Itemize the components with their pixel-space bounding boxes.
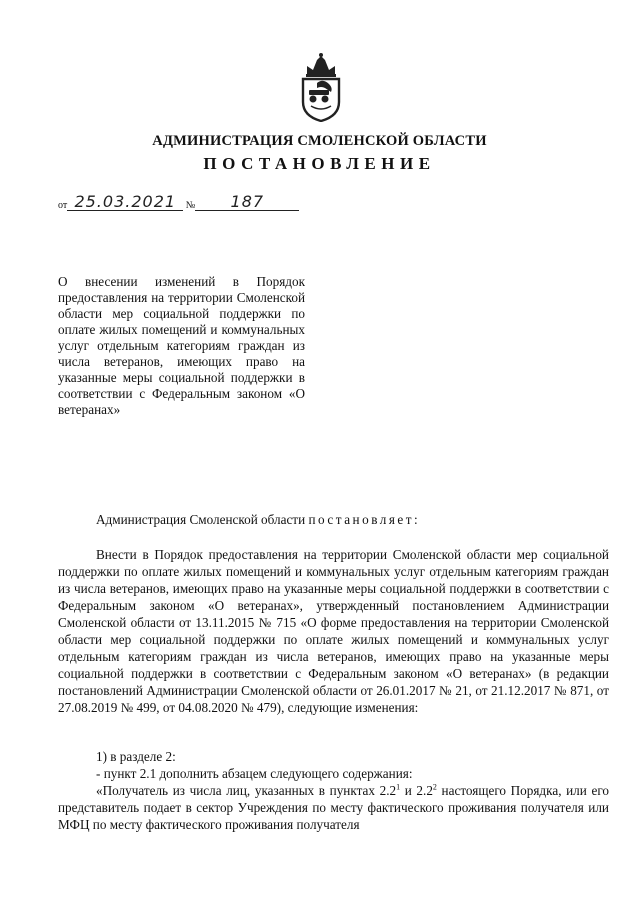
main-paragraph-text: Внести в Порядок предоставления на территории Смоленской области мер социальной поддержки по оплате жилых помещений и коммунальных услуг отдельным категориям граждан из числа ветеранов, имеющих право на указанные меры социальной поддержки в соответствии с Федеральным законом «О ветеранах», утвержденный постановлением Администрации Смоленской области от 13.11.2015 № 715 «О форме предоставления на территории Смоленской области мер социальной поддержки по оплате жилых помещений и коммунальных услуг отдельным категориям граждан из числа ветеранов, имеющих право на указанные меры социальной поддержки в соответствии с Федеральным законом «О ветеранах» (в редакции постановлений Администрации Смоленской области от 26.01.2017 № 21, от 21.12.2017 № 871, от 27.08.2019 № 499, от 04.08.2020 № 479), следующие изменения: — [58, 547, 609, 715]
main-paragraph — [58, 546, 609, 716]
document-type-title: ПОСТАНОВЛЕНИЕ — [203, 154, 436, 173]
quote-text-a: «Получатель из числа лиц, указанных в пунктах 2.2 — [96, 783, 397, 798]
date-number-line — [58, 194, 299, 211]
agency-name: АДМИНИСТРАЦИЯ СМОЛЕНСКОЙ ОБЛАСТИ — [152, 133, 487, 149]
superscript: 1 — [396, 782, 401, 792]
coat-of-arms-icon — [297, 52, 345, 122]
intro-line — [96, 512, 420, 528]
quote-text-c: настоящего Порядка, или его представитель подает в сектор Учреждения по месту фактического проживания получателя или МФЦ по месту фактического проживания получателя — [58, 783, 609, 832]
document-subject — [58, 274, 305, 418]
document-number: 187 — [195, 194, 299, 211]
intro-resolves: постановляет: — [308, 512, 421, 527]
intro-prefix: Администрация Смоленской области — [96, 512, 309, 527]
quoted-paragraph — [58, 782, 609, 833]
number-label: № — [185, 200, 196, 211]
date-label: от — [58, 200, 68, 211]
superscript: 2 — [432, 782, 437, 792]
subject-text: О внесении изменений в Порядок предоставления на территории Смоленской области мер социальной поддержки по оплате жилых помещений и коммунальных услуг отдельным категориям граждан из числа ветеранов, имеющих право на указанные меры социальной поддержки в соответствии с Федеральным законом «О ветеранах» — [58, 274, 305, 417]
list-item: - пункт 2.1 дополнить абзацем следующего содержания: — [96, 766, 413, 781]
list-item: 1) в разделе 2: — [96, 749, 176, 764]
quote-text-b: и 2.2 — [400, 783, 433, 798]
document-date: 25.03.2021 — [67, 194, 183, 211]
